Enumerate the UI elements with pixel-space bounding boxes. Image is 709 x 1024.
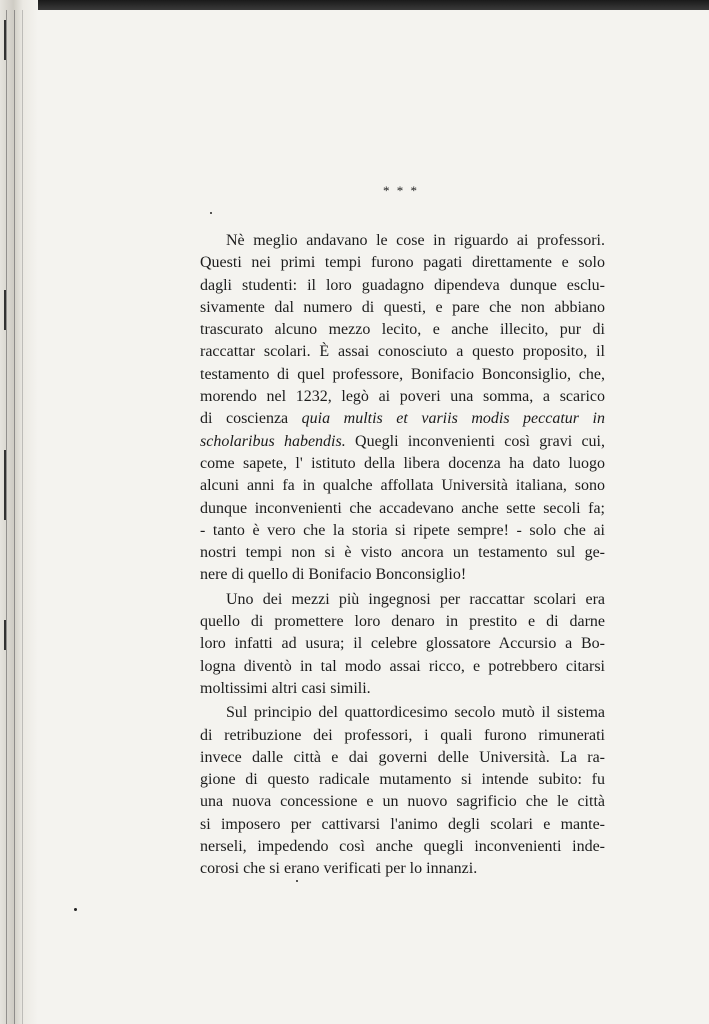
- text-line: di coscienza quia multis et variis modis peccatur in: [200, 410, 606, 428]
- section-ornament: * * *: [383, 183, 419, 198]
- text-line: si imposero per cattivarsi l'animo degli scolari e mante-: [200, 815, 605, 833]
- text-line: Nè meglio andavano le cose in riguardo ai professori.: [226, 232, 605, 249]
- latin-quote: quia multis et variis modis peccatur in: [301, 410, 606, 428]
- text-line: dagli studenti: il loro guadagno dipendeva dunque esclu-: [200, 276, 605, 294]
- text-line: quello di promettere loro denaro in prestito e di darne: [200, 613, 605, 631]
- text-line: Questi nei primi tempi furono pagati direttamente e solo: [200, 254, 605, 272]
- text-line: sivamente dal numero di questi, e pare che non abbiano: [200, 298, 605, 316]
- binding-rule: [6, 10, 7, 1024]
- text-line: una nuova concessione e un nuovo sagrificio che le città: [200, 793, 605, 811]
- text-line: morendo nel 1232, legò ai poveri una somma, a scarico: [200, 388, 605, 406]
- text-line: alcuni anni fa in qualche affollata Università italiana, sono: [200, 477, 605, 495]
- latin-quote: scholaribus habendis.: [200, 432, 346, 450]
- text-line: raccattar scolari. È assai conosciuto a questo proposito, il: [200, 343, 605, 361]
- paragraph: [200, 230, 605, 587]
- text-line: corosi che si erano verificati per lo innanzi.: [200, 860, 478, 878]
- text-line: scholaribus habendis. Quegli inconvenienti così gravi cui,: [200, 432, 605, 450]
- binding-mark: [4, 620, 6, 650]
- text-line: nostri tempi non si è visto ancora un testamento sul ge-: [200, 544, 605, 562]
- text-line: invece dalle città e dai governi delle Università. La ra-: [200, 748, 605, 766]
- text-line: nerseli, impedendo così anche quegli inconvenienti inde-: [200, 838, 605, 856]
- text-line: come sapete, l' istituto della libera docenza ha dato luogo: [200, 454, 605, 472]
- text-block: [200, 230, 605, 881]
- text-line: gione di questo radicale mutamento si intende subito: fu: [200, 771, 605, 789]
- text-line: logna diventò in tal modo assai ricco, e potrebbero citarsi: [200, 657, 605, 675]
- binding-rule: [22, 10, 23, 1024]
- page-speck: [210, 212, 212, 214]
- text-line: testamento di quel professore, Bonifacio Bonconsiglio, che,: [200, 365, 605, 383]
- text-line: - tanto è vero che la storia si ripete sempre! - solo che ai: [200, 521, 605, 539]
- text-line: trascurato alcuno mezzo lecito, e anche illecito, pur di: [200, 321, 605, 339]
- text-line: loro infatti ad usura; il celebre glossatore Accursio a Bo-: [200, 635, 605, 653]
- scan-top-edge: [0, 0, 709, 10]
- paragraph: [200, 702, 605, 880]
- text-line: Sul principio del quattordicesimo secolo mutò il sistema: [226, 704, 605, 722]
- text-line: Uno dei mezzi più ingegnosi per raccattar scolari era: [226, 590, 605, 608]
- paragraph: [200, 589, 605, 700]
- text-line: nere di quello di Bonifacio Bonconsiglio!: [200, 566, 467, 584]
- binding-mark: [4, 290, 6, 330]
- page-binding-edge: [0, 0, 38, 1024]
- text-line: moltissimi altri casi simili.: [200, 679, 371, 697]
- text-line: dunque inconvenienti che accadevano anche sette secoli fa;: [200, 499, 605, 517]
- text-line: di retribuzione dei professori, i quali furono rimunerati: [200, 726, 605, 744]
- binding-mark: [4, 20, 6, 60]
- page-speck: [74, 908, 77, 911]
- binding-rule: [14, 10, 15, 1024]
- binding-mark: [4, 450, 6, 520]
